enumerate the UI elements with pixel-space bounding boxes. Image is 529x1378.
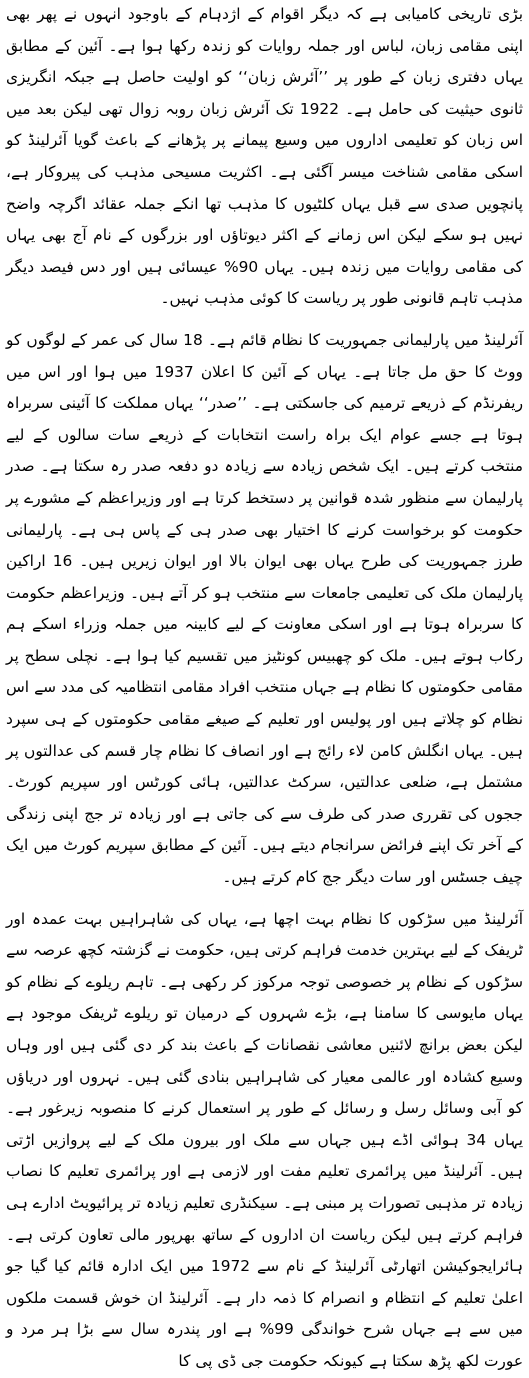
paragraph-government-judiciary: آئرلینڈ میں پارلیمانی جمہوریت کا نظام قائم ہے۔ 18 سال کی عمر کے لوگوں کو ووٹ کا حق مل جاتا ہے۔ یہاں کے آئین کا اعلان 1937 میں ہوا اور اس میں ریفرنڈم کے ذریعے ترمیم کی جاسکتی ہے۔ ’’صدر‘‘ یہاں مملکت کا آئینی سربراہ ہوتا ہے جسے عوام ایک براہ راست انتخابات کے ذریعے سات سالوں کے لیے منتخب کرتے ہیں۔ ایک شخص زیادہ سے زیادہ دو دفعہ صدر رہ سکتا ہے۔ صدر پارلیمان سے منظور شدہ قوانین پر دستخط کرتا ہے اور وزیراعظم کے مشورے پر حکومت کو برخواست کرنے کا اختیار بھی صدر ہی کے پاس ہی ہے۔ پارلیمانی طرز جمہوریت کی طرح یہاں بھی ایوان بالا اور ایوان زیریں ہیں۔ 16 اراکین پارلیمان ملک کی تعلیمی جامعات سے منتخب ہو کر آتے ہیں۔ وزیراعظم حکومت کا سربراہ ہوتا ہے اور اسکی معاونت کے لیے کابینہ میں جملہ وزراء اسکے ہم رکاب ہوتے ہیں۔ ملک کو چھبیس کونٹیز میں تقسیم کیا ہوا ہے۔ نچلی سطح پر مقامی حکومتوں کا نظام ہے جہاں منتخب افراد مقامی انتظامیہ کی مدد سے اس نظام کو چلاتے ہیں اور پولیس اور تعلیم کے صیغے مقامی حکومتوں کے ہی سپرد ہیں۔ یہاں انگلش کامن لاء رائج ہے اور انصاف کا نظام چار قسم کی عدالتوں پر مشتمل ہے، ضلعی عدالتیں، سرکٹ عدالتیں، ہائی کورٹس اور سپریم کورٹ۔ ججوں کی تقرری صدر کی طرف سے کی جاتی ہے اور زیادہ تر جج اپنی زندگی کے آخر تک اپنے فرائض سرانجام دیتے ہیں۔ آئین کے مطابق سپریم کورٹ میں ایک چیف جسٹس اور سات دیگر جج کام کرتے ہیں۔ (6, 330, 523, 887)
paragraph-religion-language: بڑی تاریخی کامیابی ہے کہ دیگر اقوام کے اژدہام کے باوجود انہوں نے پھر بھی اپنی مقامی زبان، لباس اور جملہ روایات کو زندہ رکھا ہوا ہے۔ آئین کے مطابق یہاں دفتری زبان کے طور پر ’’آئرش زبان‘‘ کو اولیت حاصل ہے جبکہ انگریزی ثانوی حیثیت کی حامل ہے۔ 1922 تک آئرش زبان روبہ زوال تھی لیکن بعد میں اس زبان کو تعلیمی اداروں میں وسیع پیمانے پر پڑھانے کے باعث گویا آئرلینڈ کو اسکی مقامی شناخت میسر آگئی ہے۔ اکثریت مسیحی مذہب کی پیروکار ہے، پانچویں صدی سے قبل یہاں کلٹیوں کا مذہب تھا انکے جملہ عقائد اگرچہ واضح نہیں ہو سکے لیکن اس زمانے کے اکثر دیوتاؤں اور بزرگوں کے نام آج بھی یہاں کی مقامی روایات میں زندہ ہیں۔ یہاں 90% عیسائی ہیں اور دس فیصد دیگر مذہب تاہم قانونی طور پر ریاست کا کوئی مذہب نہیں۔ (6, 5, 523, 308)
paragraph-transport-education: آئرلینڈ میں سڑکوں کا نظام بہت اچھا ہے، یہاں کی شاہراہیں بہت عمدہ اور ٹریفک کے لیے بہترین خدمت فراہم کرتی ہیں، حکومت نے گزشتہ کچھ عرصہ سے سڑکوں کے نظام پر خصوصی توجہ مرکوز کر رکھی ہے۔ تاہم ریلوے کے نظام کو یہاں مایوسی کا سامنا ہے، بڑے شہروں کے درمیان تو ریلوے ٹریفک موجود ہے لیکن بعض برانچ لائنیں معاشی نقصانات کے باعث بند کر دی گئی ہیں اور وہاں وسیع کشادہ اور عالمی معیار کی شاہراہیں بنادی گئی ہیں۔ نہروں اور دریاؤں کو آبی وسائل رسل و رسائل کے طور پر استعمال کرنے کا منصوبہ زیرغور ہے۔ یہاں 34 ہوائی اڈے ہیں جہاں سے ملک اور بیرون ملک کے لیے پروازیں اڑتی ہیں۔ آئرلینڈ میں پرائمری تعلیم مفت اور لازمی ہے اور پرائمری تعلیم کا نصاب زیادہ تر مذہبی تصورات پر مبنی ہے۔ سیکنڈری تعلیم زیادہ تر پرائیویٹ ادارے ہی فراہم کرتے ہیں لیکن ریاست ان اداروں کے ساتھ بھرپور مالی تعاون کرتی ہے۔ ہائرایجوکیشن اتھارٹی آئرلینڈ کے نام سے 1972 میں ایک ادارہ قائم کیا گیا جو اعلیٰ تعلیم کے انتظام و انصرام کا ذمہ دار ہے۔ آئرلینڈ ان خوش قسمت ملکوں میں سے ہے جہاں شرح خواندگی 99% ہے اور پندرہ سال سے بڑا ہر مرد و عورت لکھ پڑھ سکتا ہے کیونکہ حکومت جی ڈی پی کا (6, 909, 524, 1370)
